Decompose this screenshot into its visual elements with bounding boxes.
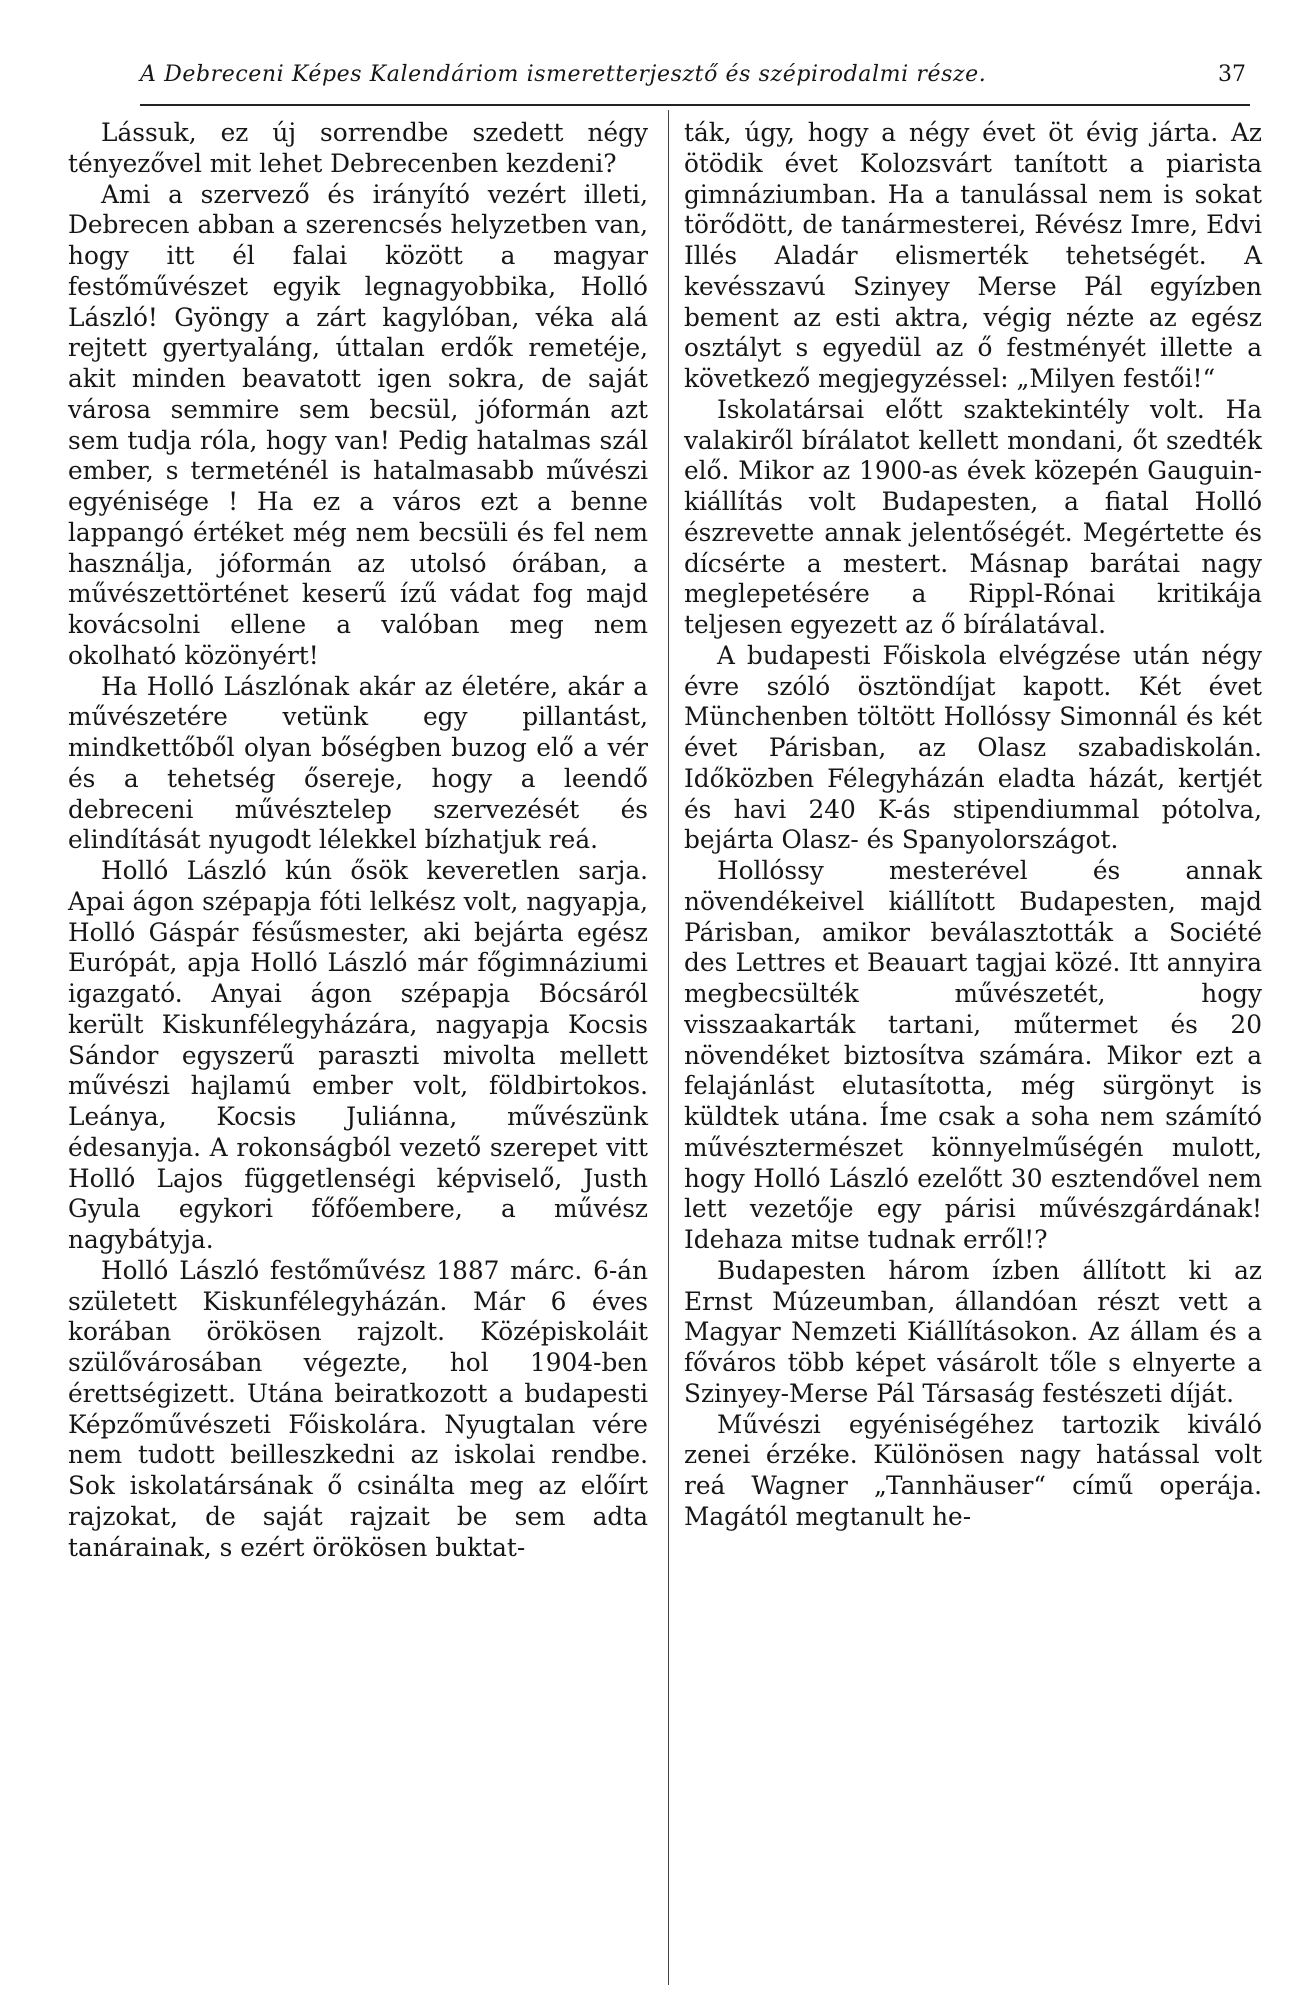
paragraph: Hollóssy mesterével és annak növendékeivel kiállított Budapesten, majd Párisban, amikor beválasztották a Société des Lettres et Beauart tagjai közé. Itt annyira megbecsülték művészetét, hogy visszaakarták tartani, műtermet és 20 növendéket biztosítva számára. Mikor ezt a felajánlást elutasította, még sürgönyt is küldtek utána. Íme csak a soha nem számító művésztermészet könnyelműségén mulott, hogy Holló László ezelőtt 30 esztendővel nem lett vezetője egy párisi művészgárdának! Idehaza mitse tudnak erről!? xyxy=(684,856,1262,1254)
paragraph: Holló László kún ősök keveretlen sarja. Apai ágon szépapja fóti lelkész volt, nagyapja, Holló Gáspár fésűsmester, aki bejárta egész Európát, apja Holló László már főgimnáziumi igazgató. Anyai ágon szépapja Bócsáról került Kiskunfélegyházára, nagyapja Kocsis Sándor egyszerű paraszti mivolta mellett művészi hajlamú ember volt, földbirtokos. Leánya, Kocsis Juliánna, művészünk édesanyja. A rokonságból vezető szerepet vitt Holló Lajos függetlenségi képviselő, Justh Gyula egykori főfőembere, a művész nagybátyja. xyxy=(68,856,648,1254)
paragraph: A budapesti Főiskola elvégzése után négy évre szóló ösztöndíjat kapott. Két évet Münchenben töltött Hollóssy Simonnál és két évet Párisban, az Olasz szabadiskolán. Időközben Félegyházán eladta házát, kertjét és havi 240 K-ás stipendiummal pótolva, bejárta Olasz- és Spanyolországot. xyxy=(684,640,1262,855)
paragraph: Budapesten három ízben állított ki az Ernst Múzeumban, állandóan részt vett a Magyar Nemzeti Kiállításokon. Az állam és a főváros több képet vásárolt tőle s elnyerte a Szinyey-Merse Pál Társaság festészeti díját. xyxy=(684,1255,1262,1408)
paragraph: Holló László festőművész 1887 márc. 6-án született Kiskunfélegyházán. Már 6 éves korában örökösen rajzolt. Középiskoláit szülővárosában végezte, hol 1904-ben érettségizett. Utána beiratkozott a budapesti Képzőművészeti Főiskolára. Nyugtalan vére nem tudott beilleszkedni az iskolai rendbe. Sok iskolatársának ő csinálta meg az előírt rajzokat, de saját rajzait be sem adta tanárainak, s ezért örökösen buktat- xyxy=(68,1255,648,1562)
paragraph: ták, úgy, hogy a négy évet öt évig járta. Az ötödik évet Kolozsvárt tanított a piarista gimnáziumban. Ha a tanulással nem is sokat törődött, de tanármesterei, Révész Imre, Edvi Illés Aladár elismerték tehetségét. A kevésszavú Szinyey Merse Pál egyízben bement az esti aktra, végig nézte az egész osztályt s egyedül az ő festményét illette a következő megjegyzéssel: „Milyen festői!“ xyxy=(684,118,1262,393)
paragraph: Iskolatársai előtt szaktekintély volt. Ha valakiről bírálatot kellett mondani, őt szedték elő. Mikor az 1900-as évek közepén Gauguin-kiállítás volt Budapesten, a fiatal Holló észrevette annak jelentőségét. Megértette és dícsérte a mestert. Másnap barátai nagy meglepetésére a Rippl-Rónai kritikája teljesen egyezett az ő bírálatával. xyxy=(684,394,1262,639)
right-column xyxy=(684,118,1262,1533)
paragraph: Ami a szervező és irányító vezért illeti, Debrecen abban a szerencsés helyzetben van, hogy itt él falai között a magyar festőművészet egyik legnagyobbika, Holló László! Gyöngy a zárt kagylóban, véka alá rejtett gyertyaláng, úttalan erdők remetéje, akit minden beavatott igen sokra, de saját városa semmire sem becsül, jóformán azt sem tudja róla, hogy van! Pedig hatalmas szál ember, s termeténél is hatalmasabb művészi egyénisége ! Ha ez a város ezt a benne lappangó értéket még nem becsüli és fel nem használja, jóformán az utolsó órában, a művészettörténet keserű ízű vádat fog majd kovácsolni ellene a valóban meg nem okolható közönyért! xyxy=(68,179,648,670)
page-number: 37 xyxy=(1218,62,1246,87)
paragraph: Lássuk, ez új sorrendbe szedett négy tényezővel mit lehet Debrecenben kezdeni? xyxy=(68,118,648,178)
running-header xyxy=(140,58,1250,106)
column-divider xyxy=(668,110,669,1985)
header-title: A Debreceni Képes Kalendáriom ismeretterjesztő és szépirodalmi része. xyxy=(140,62,987,87)
left-column xyxy=(68,118,648,1563)
paragraph: Művészi egyéniségéhez tartozik kiváló zenei érzéke. Különösen nagy hatással volt reá Wagner „Tannhäuser“ című operája. Magától megtanult he- xyxy=(684,1409,1262,1531)
paragraph: Ha Holló Lászlónak akár az életére, akár a művészetére vetünk egy pillantást, mindkettőből olyan bőségben buzog elő a vér és a tehetség őserеje, hogy a leendő debreceni művésztelep szervezését és elindítását nyugodt lélekkel bízhatjuk reá. xyxy=(68,671,648,855)
